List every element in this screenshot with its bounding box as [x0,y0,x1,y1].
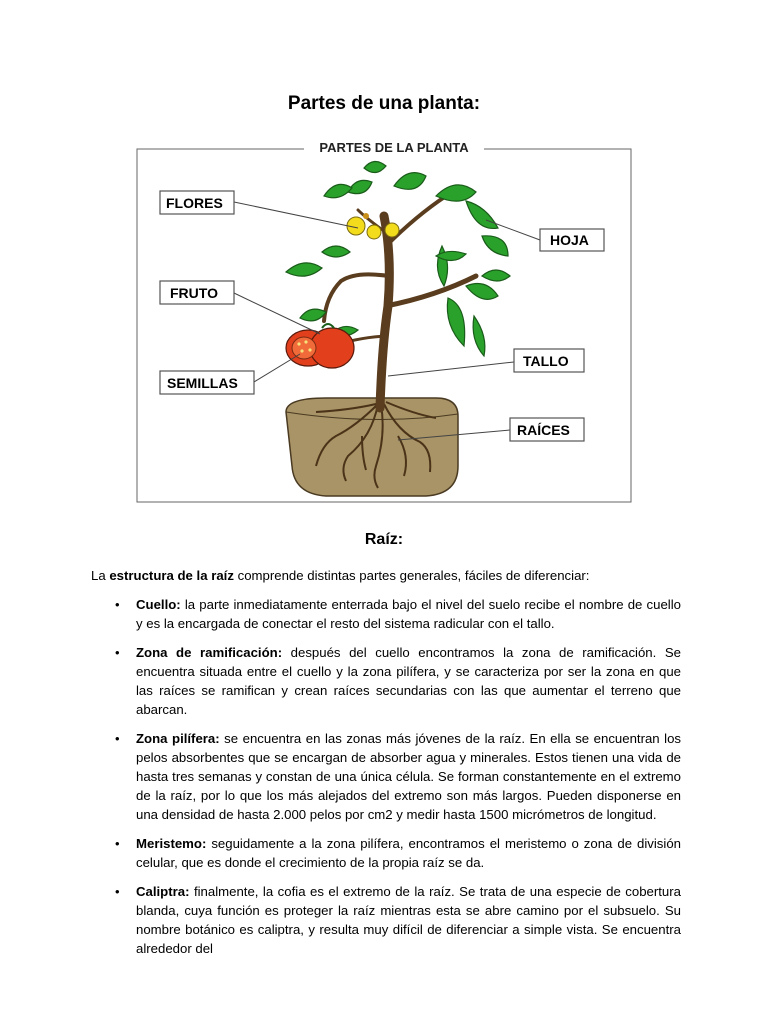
item-term: Zona de ramificación: [136,645,283,660]
intro-suffix: comprende distintas partes generales, fáciles de diferenciar: [233,568,590,583]
bullet-icon: • [115,597,120,612]
root-parts-list [91,595,681,968]
item-text: después del cuello encontramos la zona de ramificación. Se encuentra situada entre el cuello y la zona pilífera, y se caracteriza por ser la zona en que las raíces se ramifican y crean raíces secundarias con las que aumentar el terreno que abarcan. [136,645,681,717]
label-raices: RAÍCES [517,422,570,438]
intro-paragraph [91,566,681,585]
list-item [91,595,681,633]
bullet-icon: • [115,836,120,851]
soil-mound [286,398,458,496]
bullet-icon: • [115,884,120,899]
item-text: se encuentra en las zonas más jóvenes de la raíz. En ella se encuentran los pelos absorbentes que se encargan de absorber agua y minerales. Estos tienen una vida de hasta tres semanas y constan de una única célula. Se forman constantemente en el extremo de la raíz, por lo que los más alejados del extremo son más largos. Pueden disponerse en una densidad de hasta 2.000 pelos por cm2 y medir hasta 1500 micrómetros de longitud. [136,731,682,822]
item-term: Caliptra: [136,884,190,899]
section-title: Raíz: [364,531,404,548]
list-item [91,834,681,872]
page-title: Partes de una planta: [287,93,481,114]
item-term: Zona pilífera: [136,731,220,746]
label-flores: FLORES [166,195,223,211]
intro-prefix: La [91,568,110,583]
label-hoja: HOJA [550,232,589,248]
intro-bold: estructura de la raíz [109,568,234,583]
item-term: Meristemo: [136,836,207,851]
bullet-icon: • [115,731,120,746]
item-text: la parte inmediatamente enterrada bajo el nivel del suelo recibe el nombre de cuello y es la encargada de conectar el resto del sistema radicular con el tallo. [136,597,681,631]
item-text: seguidamente a la zona pilífera, encontramos el meristemo o zona de división celular, que es donde el crecimiento de la propia raíz se da. [136,836,681,870]
plant-illustration [136,136,633,504]
label-tallo: TALLO [523,353,569,369]
list-item [91,882,681,958]
label-fruto: FRUTO [170,285,218,301]
label-semillas: SEMILLAS [167,375,238,391]
item-text: finalmente, la cofia es el extremo de la raíz. Se trata de una especie de cobertura blanda, cuya función es proteger la raíz mientras esta se abre camino por el subsuelo. Su nombre botánico es caliptra, y resulta muy difícil de diferenciar a simple vista. Se encuentra alrededor del [136,884,681,956]
diagram-title: PARTES DE LA PLANTA [319,140,469,155]
bullet-icon: • [115,645,120,660]
list-item [91,729,681,824]
plant-diagram [136,136,633,504]
list-item [91,643,681,719]
item-term: Cuello: [136,597,181,612]
